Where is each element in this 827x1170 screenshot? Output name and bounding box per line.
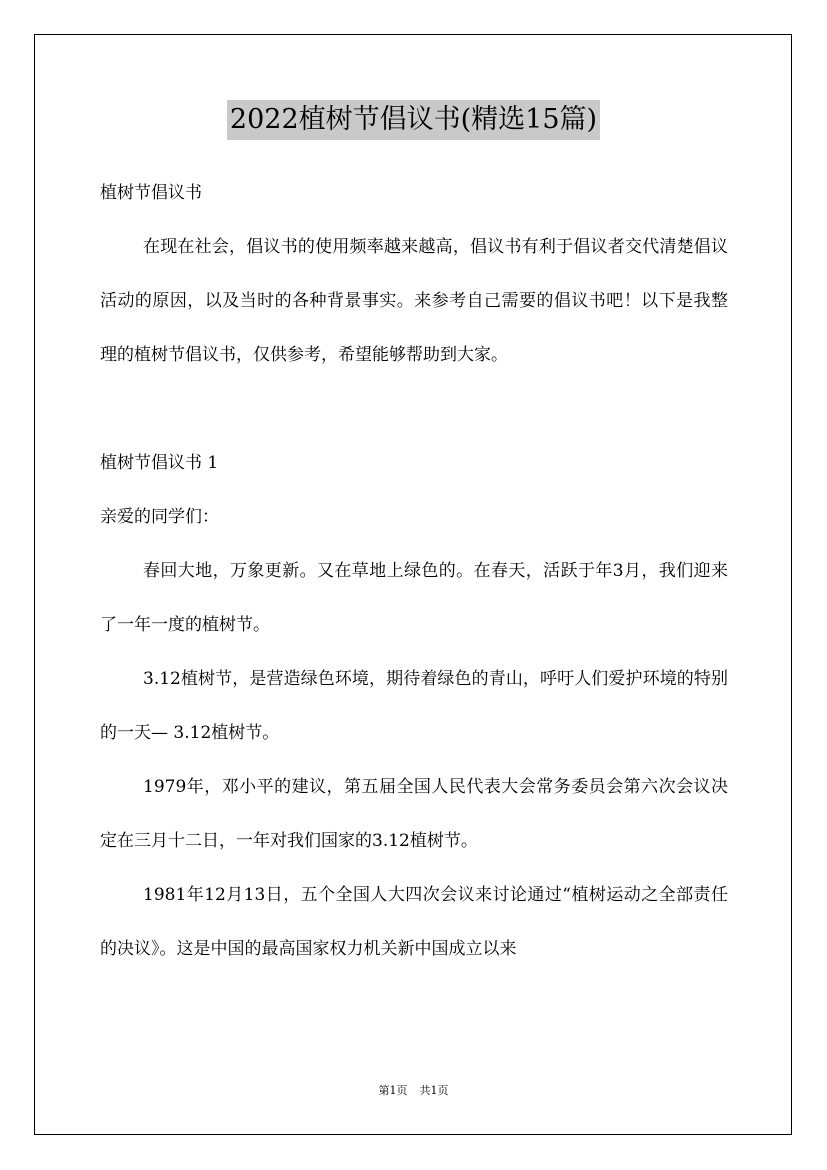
section-spacer <box>100 382 728 436</box>
document-body <box>100 166 728 976</box>
section-heading-1: 植树节倡议书 1 <box>100 453 219 473</box>
section-heading: 植树节倡议书 <box>100 183 202 203</box>
page-total: 共1页 <box>419 1084 449 1097</box>
document-title: 2022植树节倡议书(精选15篇) <box>227 100 600 140</box>
title-container <box>0 100 827 140</box>
body-paragraph: 1979年，邓小平的建议，第五届全国人民代表大会常务委员会第六次会议决定在三月十二日，一年对我们国家的3.12植树节。 <box>100 777 728 851</box>
body-paragraph: 1981年12月13日，五个全国人大四次会议来讨论通过“植树运动之全部责任的决议》。这是中国的最高国家权力机关新中国成立以来 <box>100 885 728 959</box>
body-paragraph: 3.12植树节，是营造绿色环境，期待着绿色的青山，呼吁人们爱护环境的特别的一天— 3.12植树节。 <box>100 669 728 743</box>
body-paragraph: 春回大地，万象更新。又在草地上绿色的。在春天，活跃于年3月，我们迎来了一年一度的植树节。 <box>100 561 728 635</box>
page-footer <box>0 1083 827 1099</box>
intro-paragraph: 在现在社会，倡议书的使用频率越来越高，倡议书有利于倡议者交代清楚倡议活动的原因，以及当时的各种背景事实。来参考自己需要的倡议书吧！以下是我整理的植树节倡议书，仅供参考，希望能够帮助到大家。 <box>100 237 728 365</box>
page-number: 第1页 <box>378 1084 408 1097</box>
salutation: 亲爱的同学们： <box>100 507 219 527</box>
